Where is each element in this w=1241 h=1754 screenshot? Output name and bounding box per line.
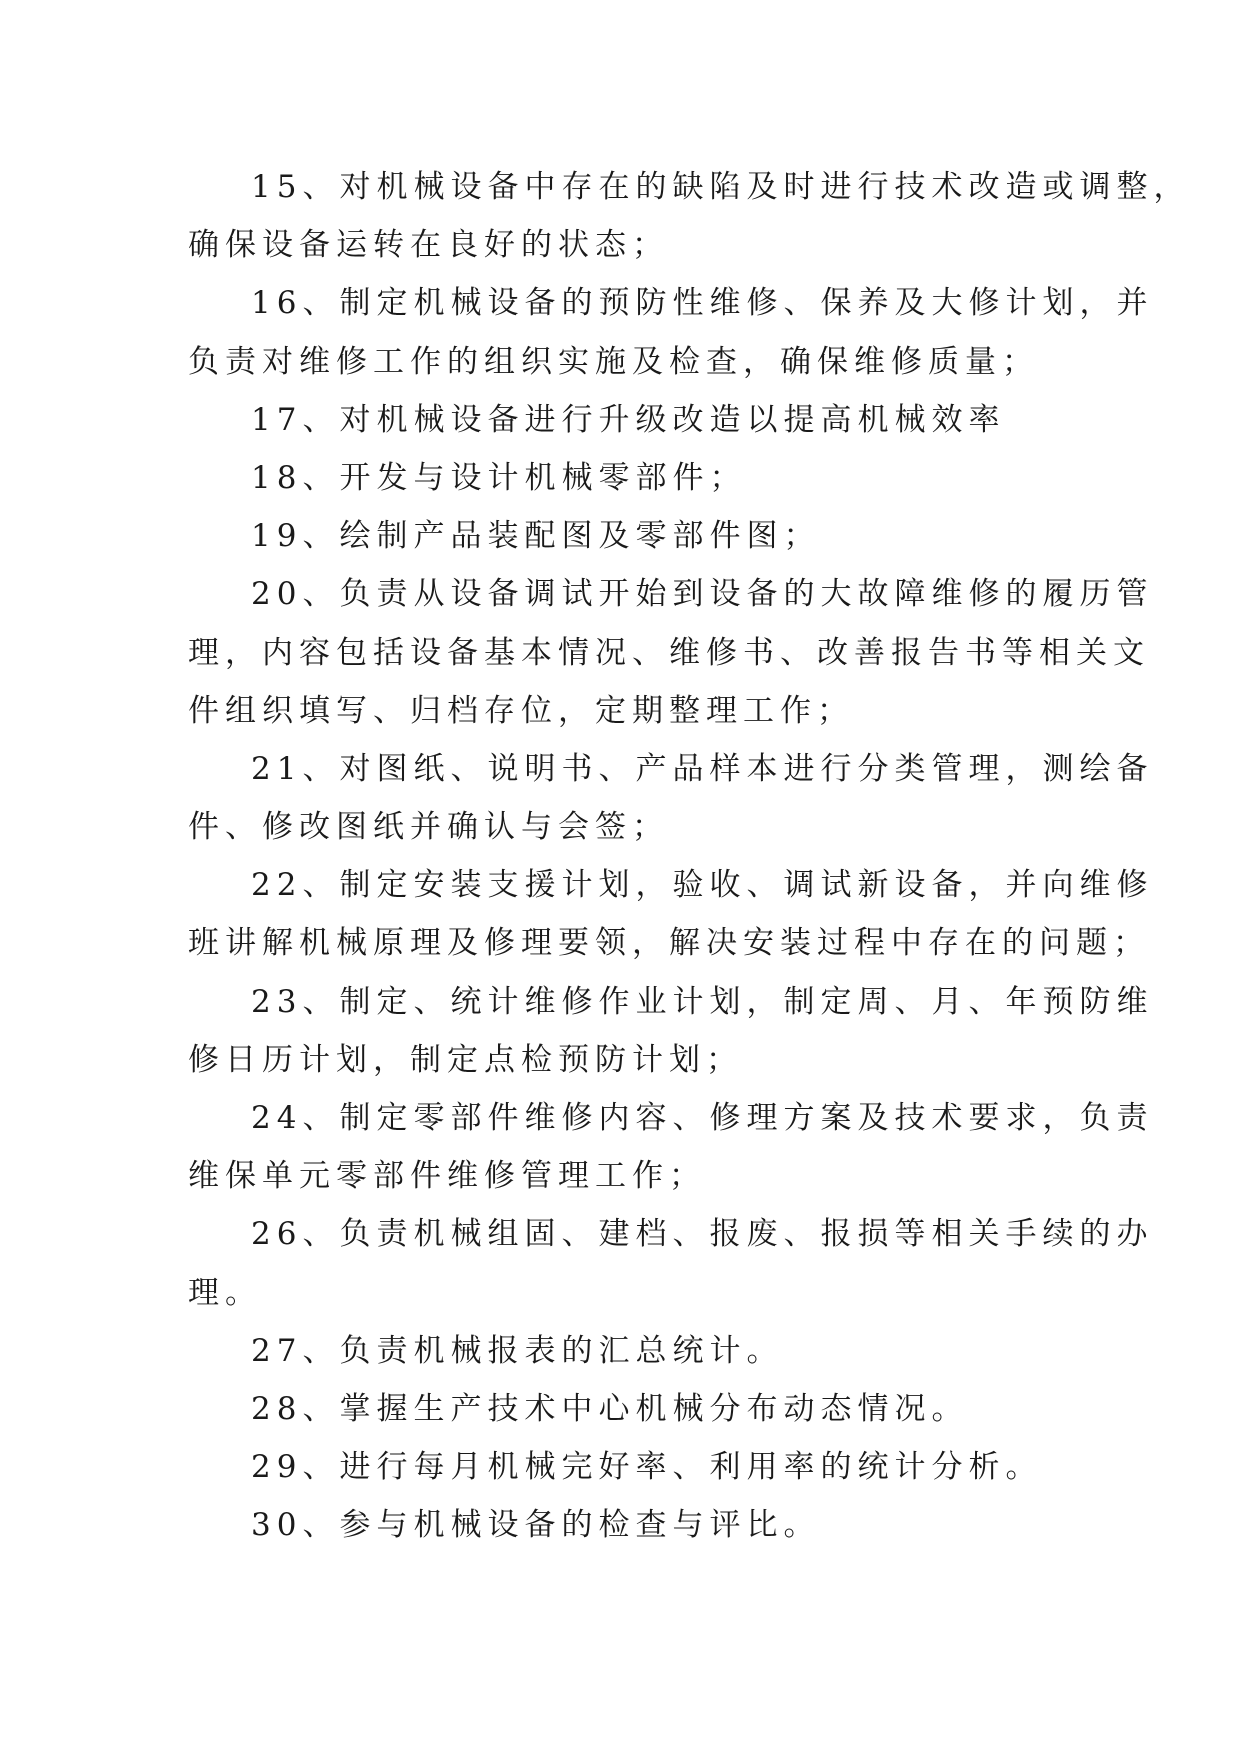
text-line: 理。 xyxy=(188,1274,262,1311)
text-line: 18、开发与设计机械零部件； xyxy=(251,459,747,496)
text-line: 16、制定机械设备的预防性维修、保养及大修计划，并 xyxy=(251,285,1154,322)
text-line: 30、参与机械设备的检查与评比。 xyxy=(251,1507,821,1544)
text-line: 27、负责机械报表的汇总统计。 xyxy=(251,1332,784,1369)
text-line: 21、对图纸、说明书、产品样本进行分类管理，测绘备 xyxy=(251,750,1154,787)
text-line: 15、对机械设备中存在的缺陷及时进行技术改造或调整， xyxy=(251,169,1191,205)
text-line: 17、对机械设备进行升级改造以提高机械效率 xyxy=(251,401,1006,438)
text-line: 28、掌握生产技术中心机械分布动态情况。 xyxy=(251,1390,969,1427)
text-line: 26、负责机械组固、建档、报废、报损等相关手续的办 xyxy=(251,1216,1154,1253)
document-body xyxy=(188,158,1191,1555)
text-line: 19、绘制产品装配图及零部件图； xyxy=(251,518,821,555)
text-line: 修日历计划，制定点检预防计划； xyxy=(188,1041,743,1078)
text-line: 24、制定零部件维修内容、修理方案及技术要求，负责 xyxy=(251,1100,1154,1136)
text-line: 班讲解机械原理及修理要领，解决安装过程中存在的问题； xyxy=(188,925,1150,962)
text-line: 29、进行每月机械完好率、利用率的统计分析。 xyxy=(251,1449,1043,1486)
text-line: 件组织填写、归档存位，定期整理工作； xyxy=(188,692,854,729)
text-line: 20、负责从设备调试开始到设备的大故障维修的履历管 xyxy=(251,576,1154,613)
text-line: 负责对维修工作的组织实施及检查，确保维修质量； xyxy=(188,343,1039,380)
text-line: 理，内容包括设备基本情况、维修书、改善报告书等相关文 xyxy=(188,634,1150,671)
text-line: 22、制定安装支援计划，验收、调试新设备，并向维修 xyxy=(251,867,1154,904)
text-line: 维保单元零部件维修管理工作； xyxy=(188,1158,706,1195)
text-line: 确保设备运转在良好的状态； xyxy=(188,227,669,264)
text-line: 件、修改图纸并确认与会签； xyxy=(188,809,669,846)
text-line: 23、制定、统计维修作业计划，制定周、月、年预防维 xyxy=(251,983,1154,1020)
